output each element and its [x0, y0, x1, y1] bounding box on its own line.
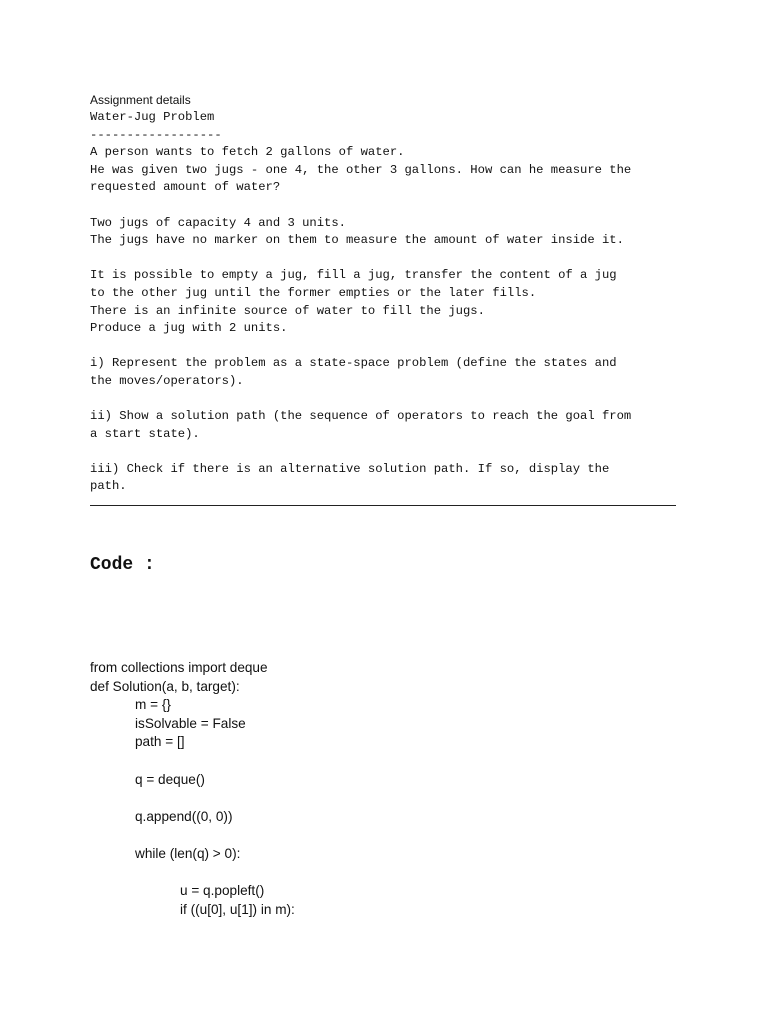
code-line: isSolvable = False	[135, 715, 246, 731]
code-line: while (len(q) > 0):	[135, 845, 241, 861]
code-line	[90, 826, 690, 845]
code-line: q.append((0, 0))	[135, 808, 233, 824]
code-line	[90, 752, 690, 771]
code-line: q = deque()	[135, 771, 205, 787]
code-heading: Code :	[90, 555, 155, 575]
assignment-problem-text: Water-Jug Problem ------------------ A person wants to fetch 2 gallons of water. He was given two jugs - one 4, the other 3 gallons. How can he measure the requested amount of water? Two jugs of capacity 4 and 3 units. The jugs have no marker on them to measure the amount of water inside it. It is possible to empty a jug, fill a jug, transfer the content of a jug to the other jug until the former empties or the later fills. There is an infinite source of water to fill the jugs. Produce a jug with 2 units. i) Represent the problem as a state-space problem (define the states and the moves/operators). ii) Show a solution path (the sequence of operators to reach the goal from a start state). iii) Check if there is an alternative solution path. If so, display the path.	[90, 110, 632, 494]
code-line: u = q.popleft()	[180, 883, 265, 899]
section-divider	[90, 505, 676, 506]
assignment-details-heading: Assignment details	[90, 93, 191, 107]
code-line: if ((u[0], u[1]) in m):	[180, 901, 295, 917]
code-line	[90, 789, 690, 808]
code-line: path = []	[135, 734, 185, 750]
code-line: def Solution(a, b, target):	[90, 678, 240, 694]
code-listing	[90, 659, 690, 919]
code-line: from collections import deque	[90, 660, 268, 675]
code-line: m = {}	[135, 697, 171, 713]
code-line	[90, 864, 690, 883]
